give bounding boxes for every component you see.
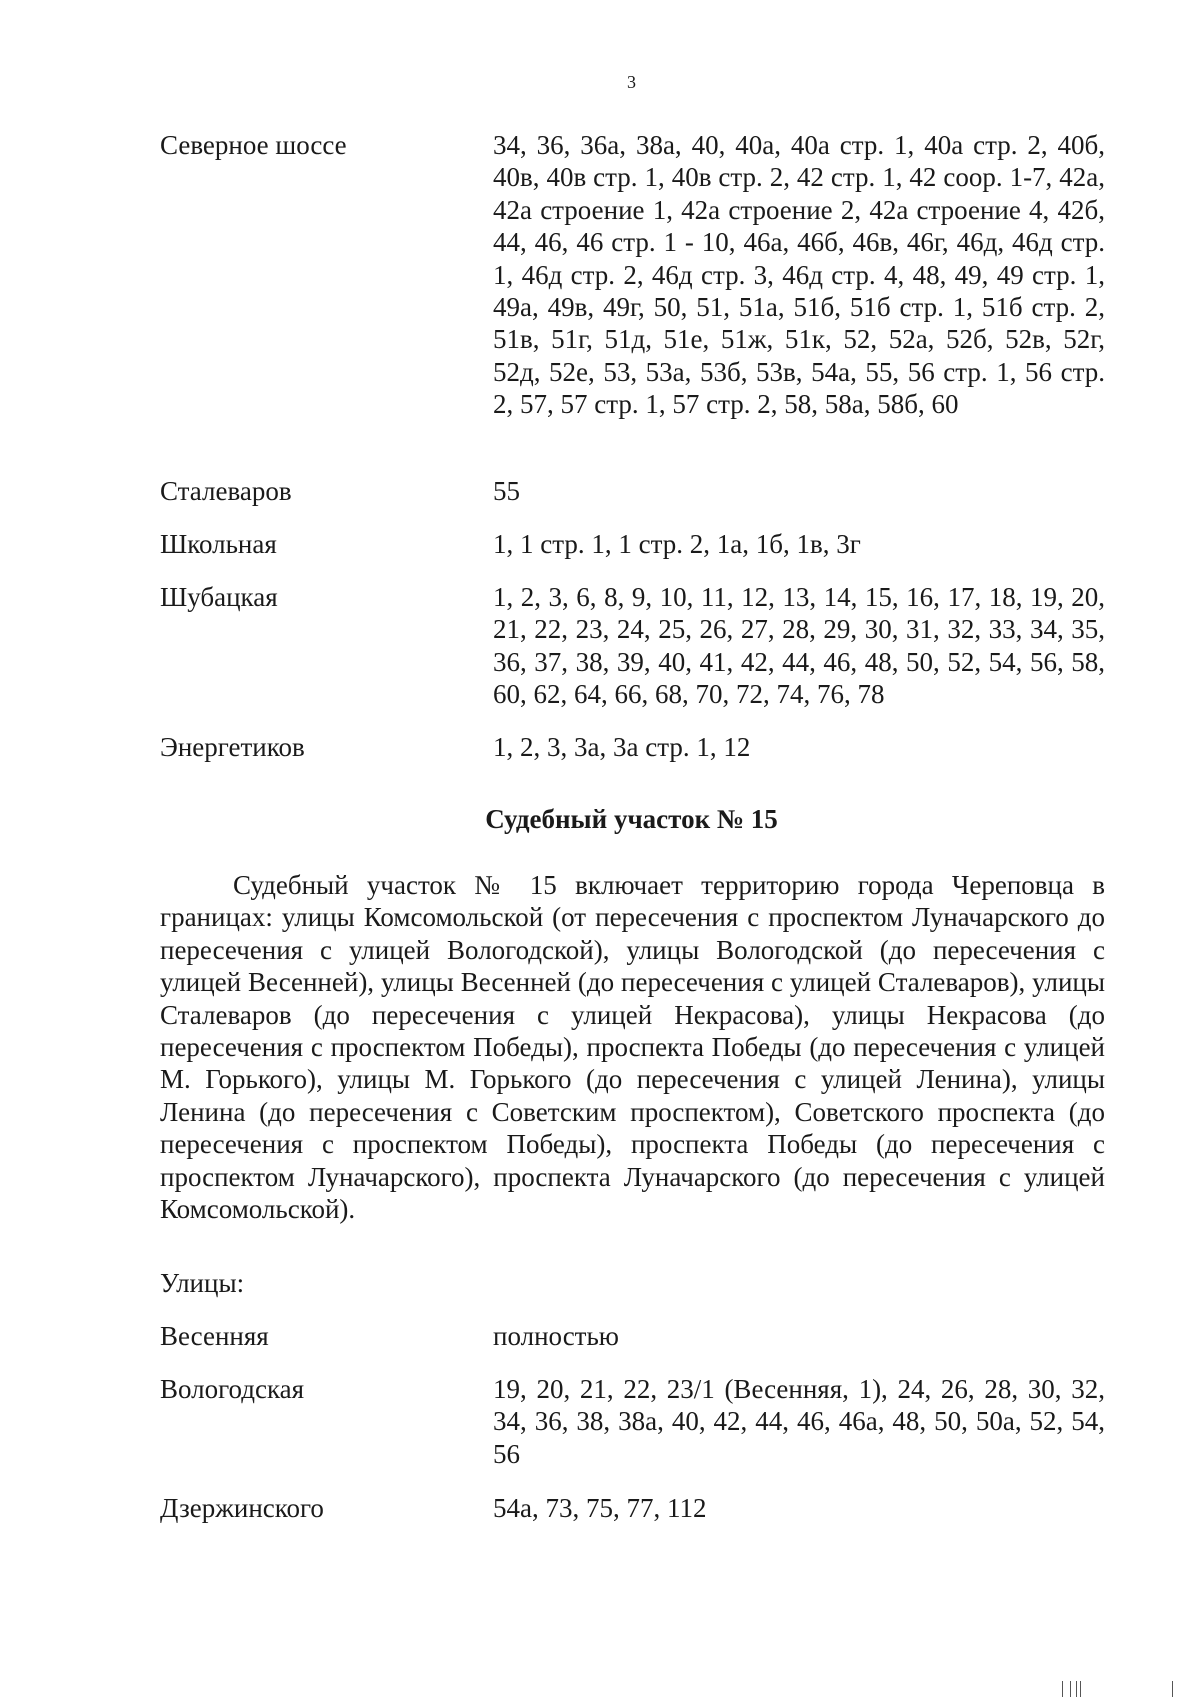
house-numbers: 1, 1 стр. 1, 1 стр. 2, 1а, 1б, 1в, 3г <box>493 529 861 559</box>
street-name: Сталеваров <box>160 476 292 506</box>
address-row <box>160 475 1105 507</box>
address-row <box>160 528 1105 560</box>
street-name: Школьная <box>160 529 277 559</box>
address-row <box>160 129 1105 421</box>
address-row <box>160 1492 1105 1524</box>
street-name: Энергетиков <box>160 732 305 762</box>
page-number: 3 <box>627 72 636 92</box>
scan-marks <box>1062 1681 1182 1697</box>
address-row <box>160 581 1105 711</box>
street-name: Дзержинского <box>160 1493 324 1523</box>
house-numbers: 1, 2, 3, 6, 8, 9, 10, 11, 12, 13, 14, 15, 16, 17, 18, 19, 20, 21, 22, 23, 24, 25, 26, 27, 28, 29, 30, 31, 32, 33, 34, 35, 36, 37, 38, 39, 40, 41, 42, 44, 46, 48, 50, 52, 54, 56, 58, 60, 62, 64, 66, 68, 70, 72, 74, 76, 78 <box>493 582 1105 710</box>
street-name: Северное шоссе <box>160 130 347 160</box>
streets-label: Улицы: <box>160 1268 245 1298</box>
street-name: Весенняя <box>160 1321 269 1351</box>
street-name: Шубацкая <box>160 582 278 612</box>
street-name: Вологодская <box>160 1374 305 1404</box>
section-description: Судебный участок № 15 включает территорию города Череповца в границах: улицы Комсомольской (от пересечения с проспектом Луначарского до пересечения с улицей Вологодской), улицы Вологодской (до пересечения с улицей Весенней), улицы Весенней (до пересечения с улицей Сталеваров), улицы Сталеваров (до пересечения с улицей Некрасова), улицы Некрасова (до пересечения с проспектом Победы), проспекта Победы (до пересечения с улицей М. Горького), улицы М. Горького (до пересечения с улицей Ленина), улицы Ленина (до пересечения с Советским проспектом), Советского проспекта (до пересечения с проспектом Победы), проспекта Победы (до пересечения с проспектом Луначарского), проспекта Луначарского (до пересечения с улицей Комсомольской). <box>160 870 1105 1225</box>
address-row <box>160 731 1105 763</box>
address-row <box>160 1320 1105 1352</box>
house-numbers: 54а, 73, 75, 77, 112 <box>493 1493 707 1523</box>
section-heading: Судебный участок № 15 <box>485 804 778 834</box>
house-numbers: полностью <box>493 1321 619 1351</box>
house-numbers: 1, 2, 3, 3а, 3а стр. 1, 12 <box>493 732 751 762</box>
house-numbers: 19, 20, 21, 22, 23/1 (Весенняя, 1), 24, 26, 28, 30, 32, 34, 36, 38, 38а, 40, 42, 44, 46, 46а, 48, 50, 50а, 52, 54, 56 <box>493 1374 1105 1469</box>
house-numbers: 34, 36, 36а, 38а, 40, 40а, 40а стр. 1, 40а стр. 2, 40б, 40в, 40в стр. 1, 40в стр. 2, 42 стр. 1, 42 соор. 1-7, 42а, 42а строение 1, 42а строение 2, 42а строение 4, 42б, 44, 46, 46 стр. 1 - 10, 46а, 46б, 46в, 46г, 46д, 46д стр. 1, 46д стр. 2, 46д стр. 3, 46д стр. 4, 48, 49, 49 стр. 1, 49а, 49в, 49г, 50, 51, 51а, 51б, 51б стр. 1, 51б стр. 2, 51в, 51г, 51д, 51е, 51ж, 51к, 52, 52а, 52б, 52в, 52г, 52д, 52е, 53, 53а, 53б, 53в, 54а, 55, 56 стр. 1, 56 стр. 2, 57, 57 стр. 1, 57 стр. 2, 58, 58а, 58б, 60 <box>493 130 1105 420</box>
house-numbers: 55 <box>493 476 520 506</box>
address-row <box>160 1373 1105 1470</box>
